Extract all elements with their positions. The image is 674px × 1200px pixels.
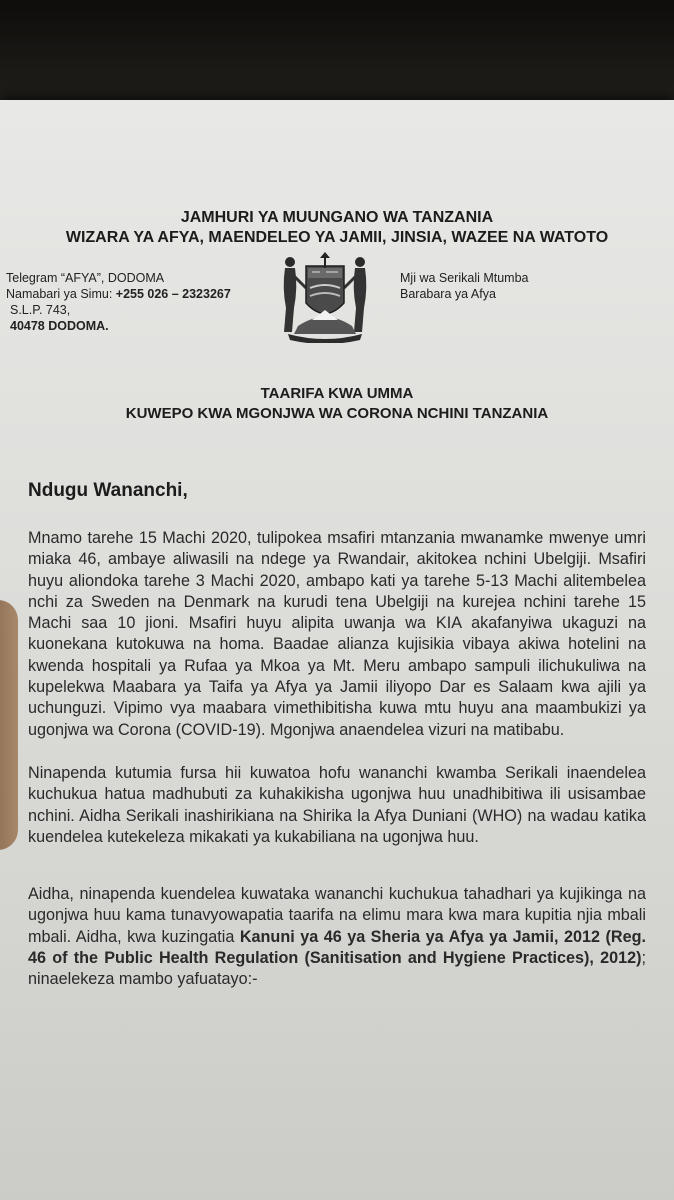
paragraph-government-response: Ninapenda kutumia fursa hii kuwatoa hofu wananchi kwamba Serikali inaendelea kuchukua hatua madhubuti za kuhakikisha ugonjwa huu unadhibitiwa ili usisambae nchini. Aidha Serikali inashirikiana na Shirika la Afya Duniani (WHO) na wadau katika kuendelea kutekeleza mikakati ya kukabiliana na ugonjwa huu. bbox=[28, 764, 646, 846]
thumb-shadow bbox=[0, 600, 18, 850]
directive-intro: Aidha, ninapenda kuendelea kuwataka wananchi kuchukua tahadhari ya kujikinga na ugonjwa huu kama tunavyowapatia taarifa na elimu mara kwa mara kupitia njia mbali mbali. Aidha, kwa kuzingatia bbox=[28, 885, 646, 946]
phone-line bbox=[6, 286, 231, 302]
directive-end: ; ninaelekeza mambo yafuatayo:- bbox=[28, 948, 646, 989]
phone-label: Namabari ya Simu: bbox=[6, 287, 116, 301]
address-right bbox=[400, 270, 529, 302]
paragraph-case-details: Mnamo tarehe 15 Machi 2020, tulipokea msafiri mtanzania mwanamke mwenye umri miaka 46, ambaye aliwasili na ndege ya Rwandair, akitokea nchini Ubelgiji. Msafiri huyu aliondoka tarehe 3 Machi 2020, ambapo kati ya tarehe 5-13 Machi alitembelea nchi za Sweden na Denmark na kurudi tena Ubelgiji na kurejea nchini tarehe 15 Machi saa 10 jioni. Msafiri huyu alipita uwanja wa KIA akafanyiwa ukaguzi na kuonekana kutokuwa na homa. Baadae alianza kujisikia vibaya akiwa hotelini na kwenda hospitali ya Rufaa ya Mkoa ya Mt. Meru ambapo sampuli ilichukuliwa na kupelekwa Maabara ya Taifa ya Afya ya Jamii iliyopo Dar es Salaam kwa ajili ya uchunguzi. Vipimo vya maabara vimethibitisha kuwa mtu huyu ana maambukizi ya ugonjwa wa Corona (COVID-19). Mgonjwa anaendelea vizuri na matibabu. bbox=[28, 529, 646, 739]
telegram-line: Telegram “AFYA”, DODOMA bbox=[6, 271, 165, 285]
notice-title bbox=[0, 384, 674, 424]
greeting: Ndugu Wananchi, bbox=[28, 480, 188, 501]
notice-title-line2: KUWEPO KWA MGONJWA WA CORONA NCHINI TANZANIA bbox=[125, 405, 549, 422]
street-line: Barabara ya Afya bbox=[400, 287, 496, 301]
po-box-line: S.L.P. 743, bbox=[10, 303, 71, 317]
address-left bbox=[6, 270, 231, 334]
notice-title-line1: TAARIFA KWA UMMA bbox=[260, 385, 414, 402]
paragraph-directive bbox=[28, 884, 646, 990]
header-republic: JAMHURI YA MUUNGANO WA TANZANIA bbox=[180, 209, 494, 226]
postcode-line: 40478 DODOMA. bbox=[10, 319, 109, 333]
regulation-reference: Kanuni ya 46 ya Sheria ya Afya ya Jamii, 2012 (Reg. 46 of the Public Health Regulation (Sanitisation and Hygiene Practices), 2012) bbox=[28, 927, 646, 967]
phone-number: +255 026 – 2323267 bbox=[115, 287, 231, 301]
document-header bbox=[0, 208, 674, 248]
coat-of-arms-icon bbox=[270, 248, 380, 343]
location-line: Mji wa Serikali Mtumba bbox=[400, 271, 529, 285]
header-ministry: WIZARA YA AFYA, MAENDELEO YA JAMII, JINSIA, WAZEE NA WATOTO bbox=[65, 229, 609, 246]
